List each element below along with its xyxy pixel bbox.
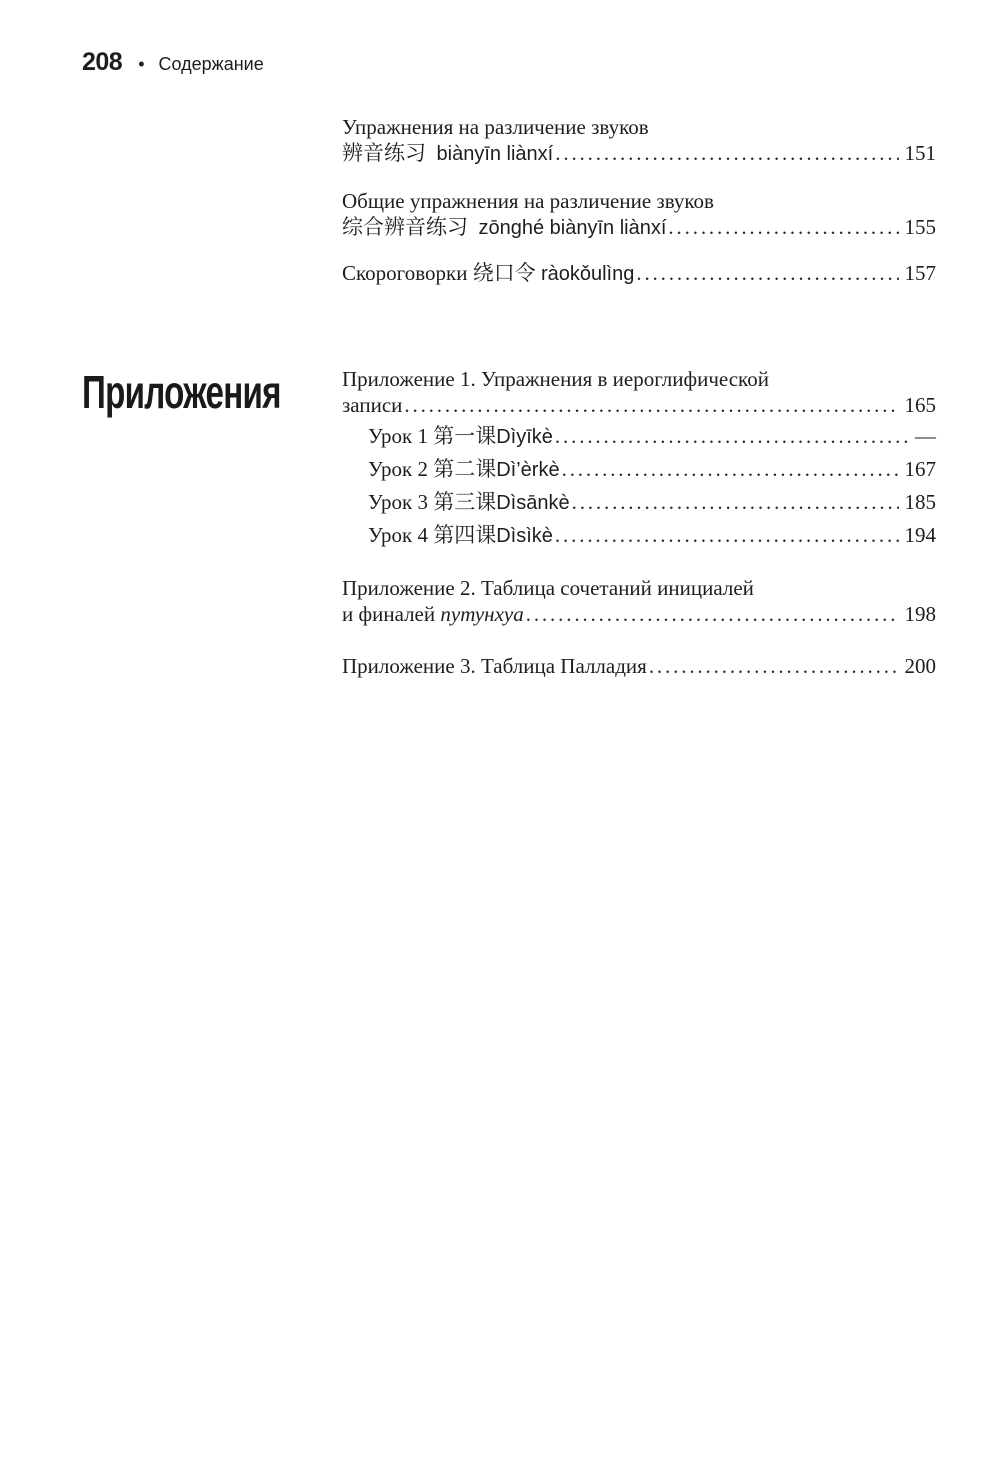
pinyin-text: zōnghé biànyīn liànxí [478,217,667,239]
toc-entry-leader-line [368,522,936,549]
toc-entry-subtitle [342,140,553,167]
toc-entry-title [368,456,560,483]
header-bullet: • [138,54,145,74]
toc-entry-title [368,489,570,516]
lesson-label: Урок 4 [368,523,428,547]
hanzi-text: 辨音练习 [342,141,426,165]
toc-entry-lesson-3[interactable] [342,489,936,516]
dot-leader [555,140,898,166]
hanzi-text: 绕口令 [472,261,536,285]
toc-entry-leader-line [342,214,936,241]
page-number: 208 [82,48,123,76]
toc-block-exercises [342,114,936,287]
toc-page-number: 167 [904,457,936,481]
lesson-label: Урок 2 [368,457,428,481]
toc-entry-sound-discrimination[interactable] [342,114,936,167]
toc-entry-appendix-3[interactable] [342,653,936,679]
toc-entry-leader-line [342,601,936,627]
pinyin-text: Dìsānkè [496,492,570,514]
running-title: Содержание [158,54,264,74]
toc-entry-title [368,522,553,549]
toc-entry-general-sound-discrimination[interactable] [342,188,936,241]
toc-entry-subtitle [342,214,666,241]
hanzi-text: 第二课 [433,457,497,481]
toc-block-appendices [342,366,936,679]
hanzi-text: 第四课 [433,523,497,547]
pinyin-text: ràokǒulìng [540,263,635,285]
hanzi-text: 第三课 [433,490,497,514]
dot-leader [562,456,899,482]
toc-entry-leader-line [342,260,936,287]
toc-entry-leader-line [342,140,936,167]
dot-leader [555,423,909,449]
toc-entry-title-continued [342,601,524,627]
toc-entry-appendix-1[interactable] [342,366,936,418]
toc-page-number: 198 [904,602,936,626]
toc-entry-leader-line [368,456,936,483]
toc-page-number: 200 [904,654,936,678]
toc-entry-lesson-4[interactable] [342,522,936,549]
toc-entry-title: Приложение 1. Упражнения в иероглифической [342,367,769,391]
lesson-label: Урок 3 [368,490,428,514]
toc-entry-leader-line [342,392,936,418]
toc-page-number: 151 [904,141,936,165]
page-header [82,48,264,77]
toc-entry-tongue-twisters[interactable] [342,260,936,287]
toc-page-number: 194 [904,523,936,547]
dot-leader [668,214,898,240]
toc-entry-appendix-2[interactable] [342,575,936,627]
toc-page-number: 185 [904,490,936,514]
pinyin-text: Dì’èrkè [496,459,560,481]
toc-entry-title: Общие упражнения на различение звуков [342,189,714,213]
toc-entry-title: Упражнения на различение звуков [342,115,649,139]
lesson-label: Урок 1 [368,424,428,448]
dot-leader [636,260,898,286]
toc-page-number: — [915,424,936,448]
pinyin-text: Dìyīkè [496,426,553,448]
dot-leader [649,653,899,679]
toc-entry-title [342,260,634,287]
dot-leader [555,522,899,548]
toc-entry-title-continued: записи [342,393,403,417]
toc-page-number: 165 [904,393,936,417]
toc-entry-leader-line [342,653,936,679]
toc-entry-leader-line [368,423,936,450]
toc-entry-lesson-1[interactable] [342,423,936,450]
toc-page-number: 155 [904,215,936,239]
toc-entry-lesson-2[interactable] [342,456,936,483]
toc-entry-text: и финалей [342,602,436,626]
toc-entry-text: Скороговорки [342,261,468,285]
pinyin-text: biànyīn liànxí [436,143,554,165]
dot-leader [526,601,899,627]
section-heading: Приложения [82,366,281,418]
toc-entry-title: Приложение 2. Таблица сочетаний инициалей [342,576,754,600]
dot-leader [404,392,898,418]
hanzi-text: 综合辨音练习 [342,215,468,239]
toc-entry-italic-term: путунхуа [440,602,524,626]
toc-entry-title [368,423,553,450]
toc-page-number: 157 [904,261,936,285]
toc-entry-title: Приложение 3. Таблица Палладия [342,654,647,678]
dot-leader [572,489,899,515]
toc-entry-leader-line [368,489,936,516]
pinyin-text: Dìsìkè [496,525,553,547]
hanzi-text: 第一课 [433,424,497,448]
